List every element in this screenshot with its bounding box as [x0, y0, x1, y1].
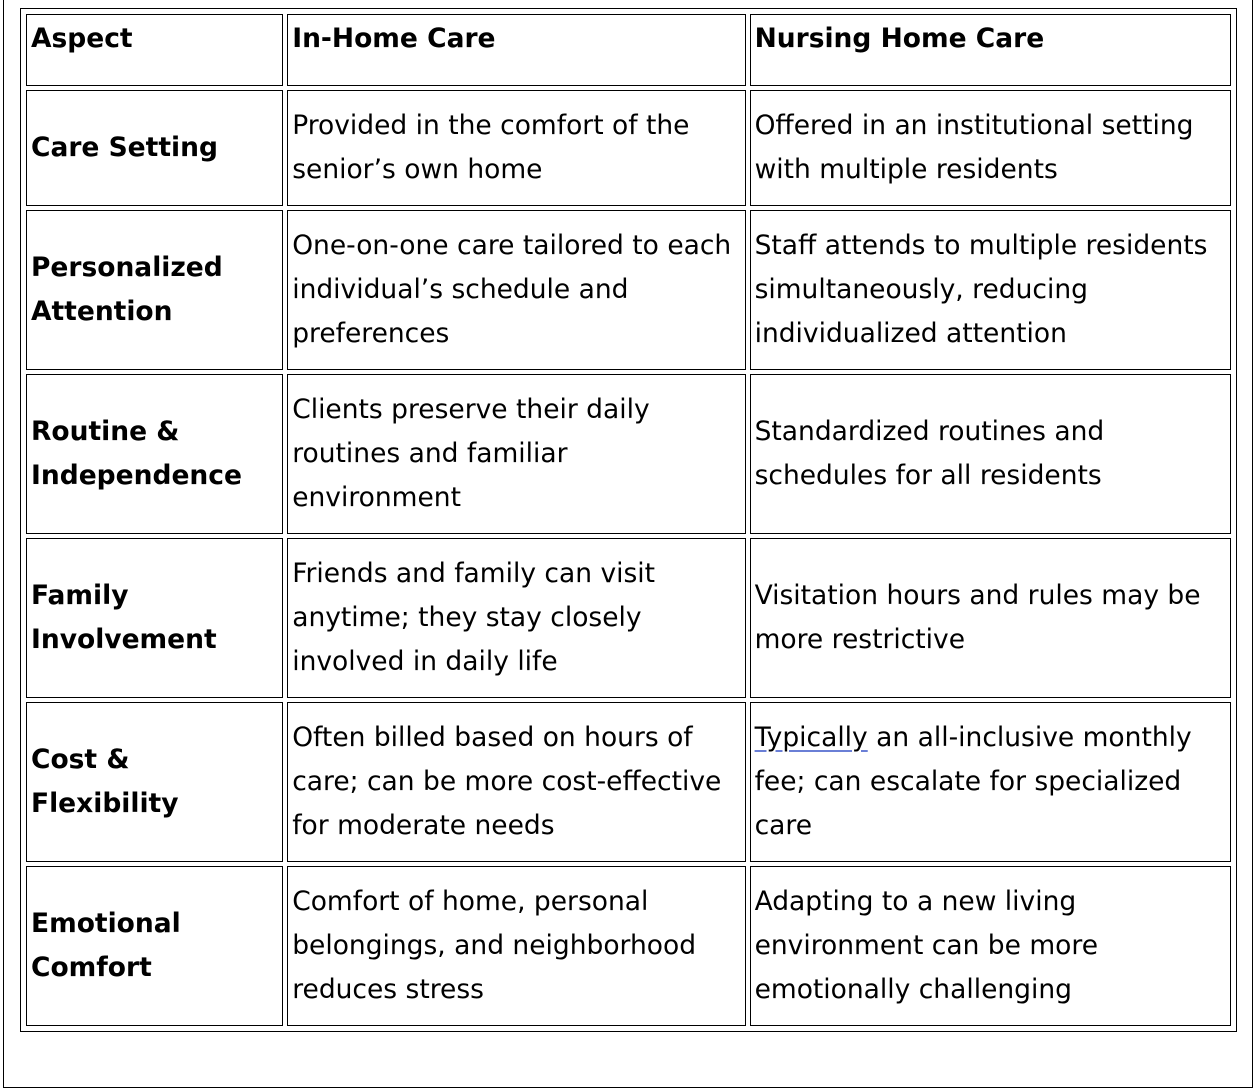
aspect-cell: Family Involvement	[26, 538, 283, 698]
aspect-cell: Cost & Flexibility	[26, 702, 283, 862]
comparison-table	[20, 8, 1237, 1032]
aspect-cell: Care Setting	[26, 90, 283, 206]
aspect-cell: Routine & Independence	[26, 374, 283, 534]
in-home-cell: Comfort of home, personal belongings, and neighborhood reduces stress	[287, 866, 745, 1026]
nursing-home-cell	[750, 702, 1231, 862]
in-home-cell: Often billed based on hours of care; can be more cost-effective for moderate needs	[287, 702, 745, 862]
nursing-home-cell: Adapting to a new living environment can be more emotionally challenging	[750, 866, 1231, 1026]
header-in-home-care: In-Home Care	[287, 14, 745, 86]
table-row	[26, 538, 1231, 698]
table-row	[26, 374, 1231, 534]
nursing-home-cell: Visitation hours and rules may be more restrictive	[750, 538, 1231, 698]
aspect-cell: Emotional Comfort	[26, 866, 283, 1026]
nursing-home-cell-text: an all-inclusive monthly fee; can escalate for specialized care	[754, 722, 1192, 841]
in-home-cell: Provided in the comfort of the senior’s own home	[287, 90, 745, 206]
header-nursing-home-care: Nursing Home Care	[750, 14, 1231, 86]
table-row	[26, 702, 1231, 862]
table-header-row	[26, 14, 1231, 86]
aspect-cell: Personalized Attention	[26, 210, 283, 370]
table-row	[26, 866, 1231, 1026]
nursing-home-cell: Standardized routines and schedules for all residents	[750, 374, 1231, 534]
spellcheck-word[interactable]: Typically	[754, 722, 868, 753]
table-row	[26, 90, 1231, 206]
header-aspect: Aspect	[26, 14, 283, 86]
in-home-cell: One-on-one care tailored to each individual’s schedule and preferences	[287, 210, 745, 370]
nursing-home-cell: Staff attends to multiple residents simultaneously, reducing individualized attention	[750, 210, 1231, 370]
in-home-cell: Clients preserve their daily routines and familiar environment	[287, 374, 745, 534]
in-home-cell: Friends and family can visit anytime; they stay closely involved in daily life	[287, 538, 745, 698]
nursing-home-cell: Offered in an institutional setting with multiple residents	[750, 90, 1231, 206]
table-row	[26, 210, 1231, 370]
